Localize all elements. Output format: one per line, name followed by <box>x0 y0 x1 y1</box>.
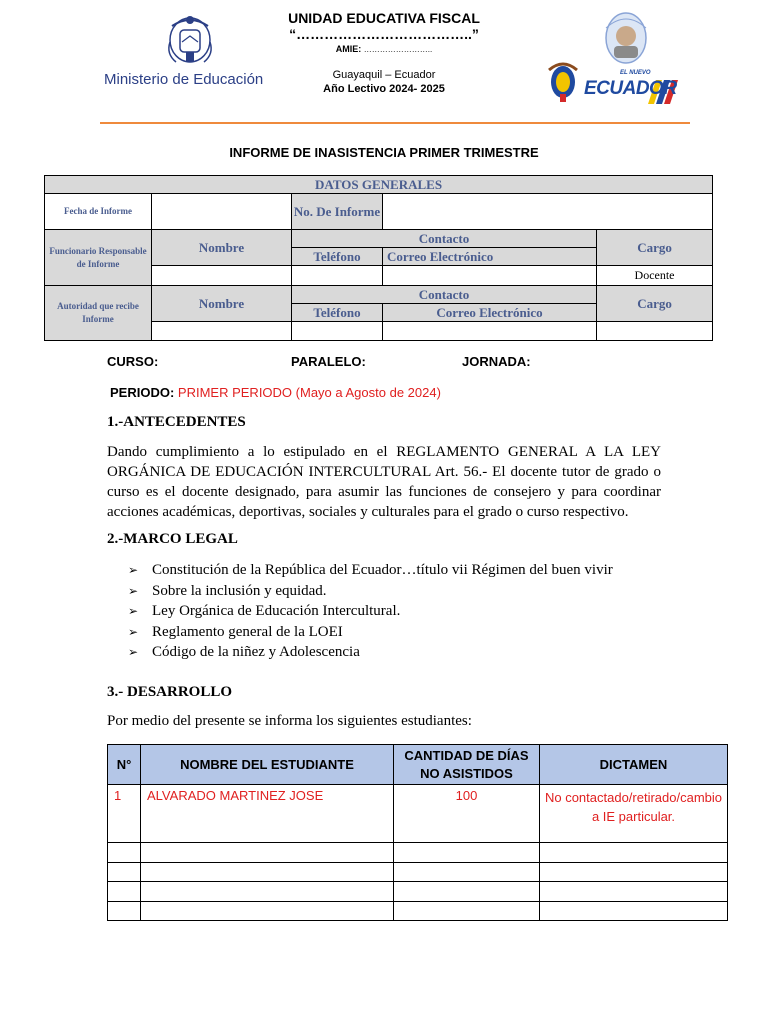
empty-cell[interactable] <box>540 882 728 902</box>
marco-legal-list <box>128 560 613 663</box>
column-header-dictamen: DICTAMEN <box>540 745 728 785</box>
desarrollo-intro: Por medio del presente se informa los siguientes estudiantes: <box>107 713 472 729</box>
document-header <box>0 0 768 130</box>
school-name: UNIDAD EDUCATIVA FISCAL <box>288 10 480 26</box>
fecha-label: Fecha de Informe <box>45 194 152 230</box>
amie-value: …………………….. <box>363 45 433 54</box>
school-year: Año Lectivo 2024- 2025 <box>323 83 445 95</box>
empty-cell[interactable] <box>540 901 728 921</box>
ecuador-shield-icon <box>549 64 577 102</box>
empty-cell[interactable] <box>141 843 394 863</box>
periodo-label: PERIODO: <box>110 385 175 400</box>
student-dictamen[interactable]: No contactado/retirado/cambio a IE particular. <box>540 785 728 843</box>
list-item-text: Constitución de la República del Ecuador…título vii Régimen del buen vivir <box>152 562 613 578</box>
funcionario-telefono-value[interactable] <box>292 266 383 286</box>
arrow-bullet-icon: ➢ <box>128 624 139 639</box>
empty-cell[interactable] <box>141 882 394 902</box>
autoridad-nombre-label: Nombre <box>152 286 292 322</box>
funcionario-cargo-value[interactable]: Docente <box>597 266 713 286</box>
header-divider <box>100 122 690 124</box>
autoridad-contacto-label: Contacto <box>292 286 597 304</box>
student-number[interactable]: 1 <box>108 785 141 843</box>
general-data-heading: DATOS GENERALES <box>45 176 713 194</box>
column-header-n: N° <box>108 745 141 785</box>
autoridad-label: Autoridad que recibe Informe <box>45 286 152 341</box>
no-informe-value[interactable] <box>383 194 713 230</box>
empty-cell[interactable] <box>141 901 394 921</box>
arrow-bullet-icon: ➢ <box>128 604 139 618</box>
empty-cell[interactable] <box>108 901 141 921</box>
ministry-logo <box>104 12 276 94</box>
empty-cell[interactable] <box>394 843 540 863</box>
funcionario-nombre-value[interactable] <box>152 266 292 286</box>
empty-cell[interactable] <box>108 882 141 902</box>
funcionario-label: Funcionario Responsable de Informe <box>45 230 152 286</box>
no-informe-label: No. De Informe <box>292 194 383 230</box>
autoridad-correo-label: Correo Electrónico <box>383 304 597 322</box>
funcionario-telefono-label: Teléfono <box>292 248 383 266</box>
student-days-absent[interactable]: 100 <box>394 785 540 843</box>
general-data-table <box>44 175 713 341</box>
amie-line <box>284 44 484 54</box>
student-name[interactable]: ALVARADO MARTINEZ JOSE <box>141 785 394 843</box>
table-row <box>108 843 728 863</box>
list-item <box>128 622 613 643</box>
empty-cell[interactable] <box>540 862 728 882</box>
funcionario-cargo-label: Cargo <box>597 230 713 266</box>
funcionario-correo-value[interactable] <box>383 266 597 286</box>
city: Guayaquil – Ecuador <box>332 69 436 81</box>
table-row <box>108 785 728 843</box>
list-item-text: Código de la niñez y Adolescencia <box>152 644 360 660</box>
funcionario-correo-label: Correo Electrónico <box>383 248 597 266</box>
column-header-dias: CANTIDAD DE DÍAS NO ASISTIDOS <box>394 745 540 785</box>
school-quote: “………………………………..” <box>289 26 479 42</box>
autoridad-telefono-value[interactable] <box>292 322 383 341</box>
table-row <box>108 882 728 902</box>
list-item-text: Sobre la inclusión y equidad. <box>152 582 327 599</box>
empty-cell[interactable] <box>108 862 141 882</box>
funcionario-contacto-label: Contacto <box>292 230 597 248</box>
periodo-line <box>110 385 441 400</box>
report-title: INFORME DE INASISTENCIA PRIMER TRIMESTRE <box>229 145 539 160</box>
list-item-text: Reglamento general de la LOEI <box>152 623 343 640</box>
list-item <box>128 601 613 622</box>
arrow-bullet-icon: ➢ <box>128 645 139 659</box>
list-item <box>128 581 613 602</box>
autoridad-correo-value[interactable] <box>383 322 597 341</box>
empty-cell[interactable] <box>394 882 540 902</box>
curso-label: CURSO: <box>107 354 159 369</box>
list-item <box>128 560 613 581</box>
coat-of-arms-icon <box>164 12 216 66</box>
desarrollo-title: 3.- DESARROLLO <box>107 684 233 700</box>
autoridad-telefono-label: Teléfono <box>292 304 383 322</box>
paralelo-label: PARALELO: <box>291 354 366 369</box>
el-nuevo-label: EL NUEVO <box>620 70 651 76</box>
table-row <box>108 862 728 882</box>
empty-cell[interactable] <box>394 901 540 921</box>
arrow-bullet-icon: ➢ <box>128 583 139 598</box>
students-table <box>107 744 728 921</box>
periodo-value: PRIMER PERIODO (Mayo a Agosto de 2024) <box>177 385 441 400</box>
empty-cell[interactable] <box>540 843 728 863</box>
funcionario-nombre-label: Nombre <box>152 230 292 266</box>
antecedentes-title: 1.-ANTECEDENTES <box>107 414 246 430</box>
table-row <box>108 901 728 921</box>
empty-cell[interactable] <box>141 862 394 882</box>
arrow-bullet-icon: ➢ <box>128 563 139 577</box>
ecuador-logo <box>546 10 686 106</box>
ministry-name: Ministerio de Educación <box>104 71 264 88</box>
autoridad-nombre-value[interactable] <box>152 322 292 341</box>
empty-cell[interactable] <box>394 862 540 882</box>
list-item-text: Ley Orgánica de Educación Intercultural. <box>152 603 401 619</box>
ecuador-wordmark: ECUADOR <box>584 78 677 99</box>
list-item <box>128 642 613 663</box>
autoridad-cargo-value[interactable] <box>597 322 713 341</box>
antecedentes-text: Dando cumplimiento a lo estipulado en el REGLAMENTO GENERAL A LA LEY ORGÁNICA DE EDUCACIÓN INTERCULTURAL Art. 56.- El docente tutor de grado o curso es el docente designado, para asumir las funciones de consejero y para coordinar acciones académicas, deportivas, sociales y culturales para el grado o curso respectivo. <box>107 444 661 520</box>
marco-legal-title: 2.-MARCO LEGAL <box>107 531 238 547</box>
fecha-value[interactable] <box>152 194 292 230</box>
school-info <box>284 10 484 95</box>
amie-label: AMIE: <box>335 44 362 54</box>
autoridad-cargo-label: Cargo <box>597 286 713 322</box>
empty-cell[interactable] <box>108 843 141 863</box>
jornada-label: JORNADA: <box>462 354 531 369</box>
column-header-nombre: NOMBRE DEL ESTUDIANTE <box>141 745 394 785</box>
